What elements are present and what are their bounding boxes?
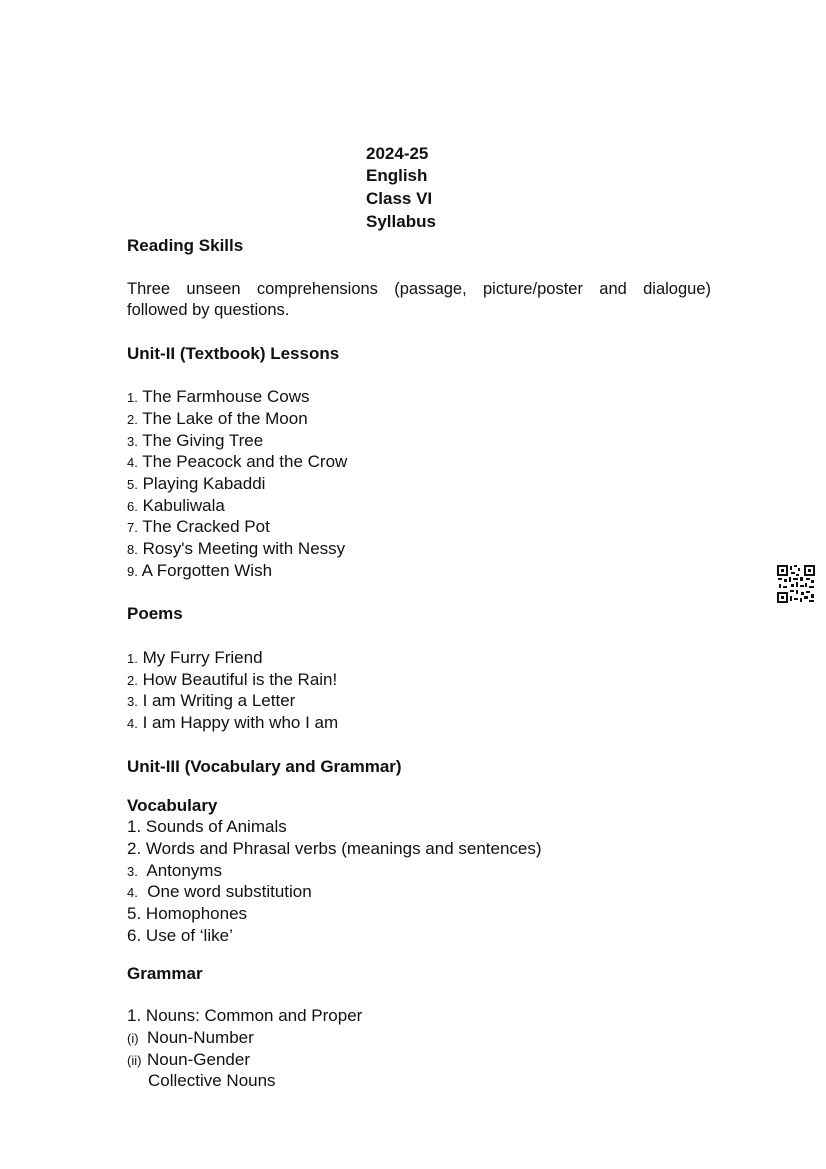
list-number: 6. — [127, 926, 142, 945]
list-text: I am Happy with who I am — [142, 713, 339, 732]
list-text: Nouns: Common and Proper — [145, 1006, 363, 1025]
list-text: Sounds of Animals — [145, 817, 287, 836]
list-item — [127, 839, 542, 859]
list-number: 4. — [127, 885, 138, 900]
list-item — [127, 452, 347, 473]
list-number: 6. — [127, 499, 138, 514]
list-item — [127, 539, 345, 560]
list-item — [127, 713, 338, 734]
list-item — [127, 474, 265, 495]
list-number: 7. — [127, 520, 138, 535]
list-text: The Giving Tree — [142, 431, 264, 450]
list-text: Words and Phrasal verbs (meanings and sentences) — [145, 839, 542, 858]
list-text: I am Writing a Letter — [142, 691, 296, 710]
list-number: (i) — [127, 1031, 139, 1046]
list-text: Use of ‘like’ — [145, 926, 233, 945]
list-number: 8. — [127, 542, 138, 557]
list-text: Playing Kabaddi — [142, 474, 266, 493]
list-item — [127, 904, 247, 924]
grammar-heading: Grammar — [127, 964, 203, 983]
list-item — [127, 1050, 250, 1071]
doc-year: 2024-25 — [366, 144, 429, 163]
list-number: (ii) — [127, 1053, 142, 1068]
list-number: 1. — [127, 1006, 142, 1025]
list-item — [127, 431, 263, 452]
reading-skills-heading: Reading Skills — [127, 236, 244, 255]
list-number: 5. — [127, 904, 142, 923]
list-number: 2. — [127, 839, 142, 858]
list-text: Rosy's Meeting with Nessy — [142, 539, 346, 558]
list-item — [127, 926, 233, 946]
list-item — [127, 517, 270, 538]
list-number: 1. — [127, 817, 142, 836]
list-number: 2. — [127, 412, 138, 427]
list-text: Antonyms — [146, 861, 222, 880]
list-text: How Beautiful is the Rain! — [142, 670, 338, 689]
qr-code-icon — [776, 564, 816, 604]
list-item — [127, 817, 287, 837]
list-item — [127, 670, 337, 691]
list-item — [127, 691, 295, 712]
list-text: Noun-Gender — [147, 1050, 251, 1069]
poems-heading: Poems — [127, 604, 183, 623]
list-number: 1. — [127, 651, 138, 666]
vocabulary-heading: Vocabulary — [127, 796, 218, 815]
list-number: 9. — [127, 564, 138, 579]
list-number: 3. — [127, 864, 138, 879]
list-text: A Forgotten Wish — [141, 561, 273, 580]
list-item — [127, 496, 225, 517]
list-number: 1. — [127, 390, 138, 405]
list-item — [127, 1006, 362, 1026]
list-item: Collective Nouns — [148, 1071, 276, 1090]
list-text: The Lake of the Moon — [142, 409, 308, 428]
list-text: My Furry Friend — [142, 648, 263, 667]
list-item — [127, 561, 272, 582]
list-item — [127, 648, 263, 669]
reading-line-2: followed by questions. — [127, 301, 290, 319]
list-text: The Cracked Pot — [142, 517, 270, 536]
doc-subject: English — [366, 166, 428, 185]
reading-line-1: Three unseen comprehensions (passage, picture/poster and dialogue) — [127, 280, 711, 298]
reading-skills-paragraph — [127, 279, 711, 321]
unit3-heading: Unit-III (Vocabulary and Grammar) — [127, 757, 402, 776]
list-item — [127, 1028, 254, 1049]
list-text: The Peacock and the Crow — [142, 452, 348, 471]
list-number: 3. — [127, 434, 138, 449]
list-text: Noun-Number — [147, 1028, 254, 1047]
list-number: 5. — [127, 477, 138, 492]
list-text: One word substitution — [147, 882, 312, 901]
list-item — [127, 387, 310, 408]
list-number: 2. — [127, 673, 138, 688]
doc-type: Syllabus — [366, 212, 436, 231]
list-item — [127, 409, 308, 430]
list-text: Homophones — [145, 904, 248, 923]
list-text: Kabuliwala — [142, 496, 225, 515]
list-item — [127, 861, 222, 882]
list-text: The Farmhouse Cows — [142, 387, 310, 406]
list-number: 3. — [127, 694, 138, 709]
list-number: 4. — [127, 716, 138, 731]
unit2-heading: Unit-II (Textbook) Lessons — [127, 344, 340, 363]
list-number: 4. — [127, 455, 138, 470]
doc-class: Class VI — [366, 189, 433, 208]
list-item — [127, 882, 312, 903]
